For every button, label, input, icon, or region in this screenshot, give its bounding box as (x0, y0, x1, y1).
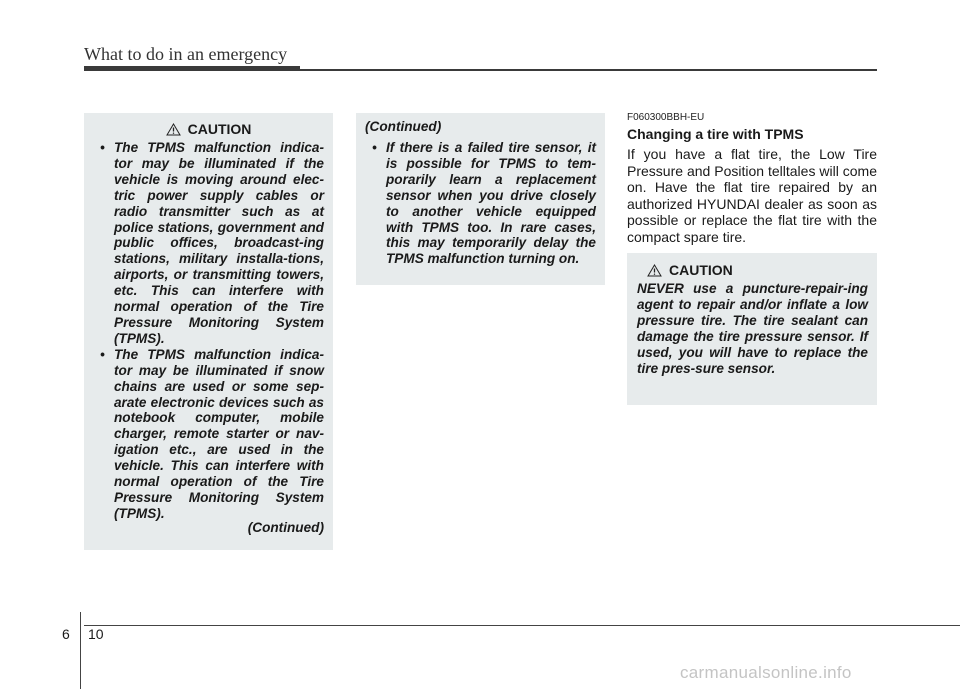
footer-rule (84, 625, 960, 626)
header-rule-dark (84, 66, 300, 71)
page-chapter-number: 6 (62, 626, 70, 642)
caution-bullet-snow-chains: • The TPMS malfunction indica-tor may be illuminated if snow chains are used or some sep-arate electronic devices such as notebook computer, mobile charger, remote starter or nav-igation etc., are used in the vehicle. This can interfere with normal operation of the Tire Pressure Monitoring System (TPMS). (93, 347, 324, 522)
section-body-text: If you have a flat tire, the Low Tire Pressure and Position telltales will come on. Have the flat tire repaired by an authorized HYUNDAI dealer as soon as possible or replace the flat tire with the compact spare tire. (627, 146, 877, 245)
caution-bullet-power-cables: • The TPMS malfunction indica-tor may be illuminated if the vehicle is moving around elec-tric power supply cables or radio transmitter such as at police stations, government and public offices, broadcast-ing stations, military installa-tions, airports, or transmitting towers, etc. This can interfere with normal operation of the Tire Pressure Monitoring System (TPMS). (93, 140, 324, 347)
caution-text: NEVER use a puncture-repair-ing agent to repair and/or inflate a low pressure tire. The tire sealant can damage the tire pressure sensor. If used, you will have to replace the tire pres-sure sensor. (637, 281, 868, 376)
warning-triangle-icon (166, 123, 181, 136)
section-code: F060300BBH-EU (627, 112, 705, 123)
header-rule-thin (300, 69, 877, 71)
caution-header (637, 262, 868, 278)
section-heading: Changing a tire with TPMS (627, 126, 804, 142)
caution-box-puncture-repair (627, 253, 877, 405)
caution-box-continued (356, 113, 605, 285)
footer-divider (80, 612, 81, 689)
warning-triangle-icon (647, 264, 662, 277)
caution-title: CAUTION (669, 262, 733, 278)
caution-box-tpms-indicator (84, 113, 333, 550)
continued-label: (Continued) (365, 119, 442, 134)
page-number: 10 (88, 626, 104, 642)
continued-label: (Continued) (247, 519, 324, 535)
caution-header (93, 121, 324, 137)
caution-bullet-failed-sensor: • If there is a failed tire sensor, it is possible for TPMS to tem-porarily learn a replacement sensor when you drive closely to another vehicle equipped with TPMS too. In rare cases, this may temporarily delay the TPMS malfunction turning on. (365, 140, 596, 267)
page-header-title: What to do in an emergency (84, 44, 288, 64)
caution-title: CAUTION (187, 121, 252, 137)
watermark: carmanualsonline.info (680, 663, 852, 682)
